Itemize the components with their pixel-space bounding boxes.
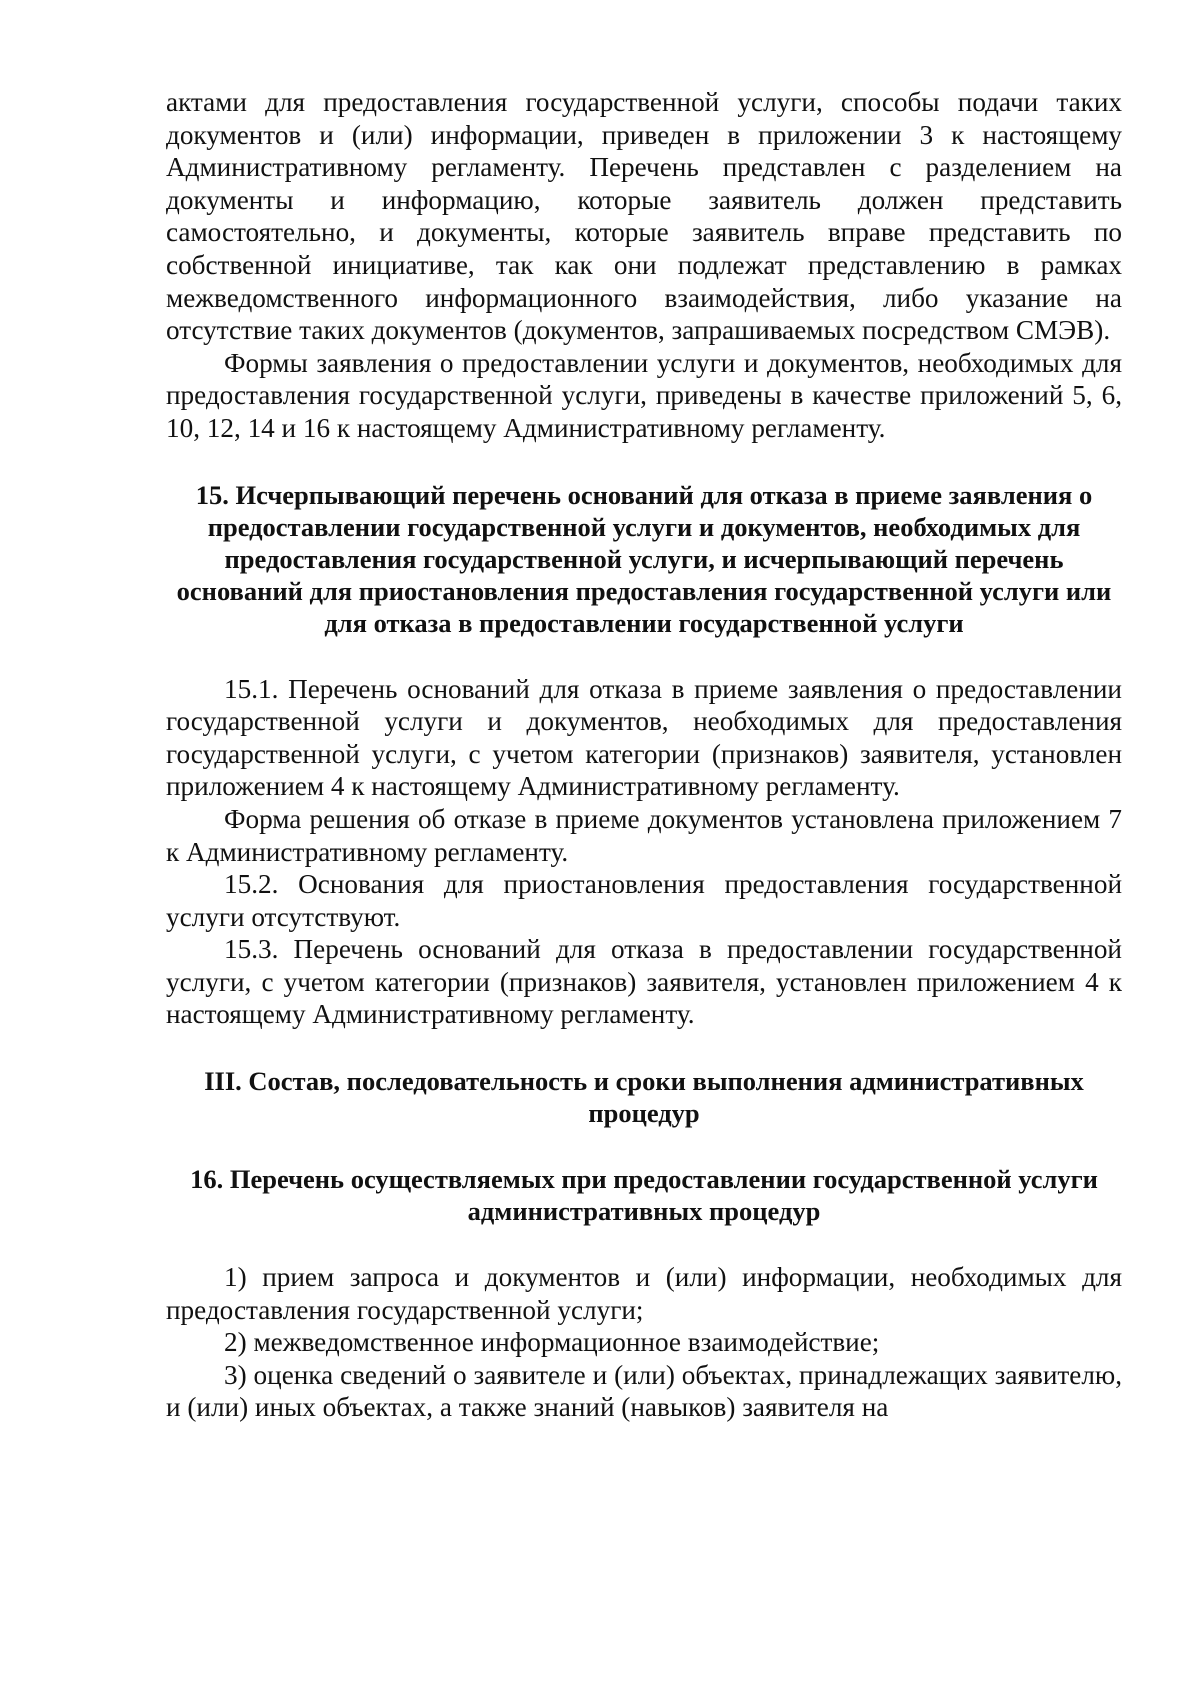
list-item-16-3: 3) оценка сведений о заявителе и (или) объектах, принадлежащих заявителю, и (или) иных объектах, а также знаний (навыков) заявителя на (166, 1359, 1122, 1423)
part-3-heading: III. Состав, последовательность и сроки выполнения административных процедур (204, 1066, 1084, 1129)
paragraph-15-1: 15.1. Перечень оснований для отказа в приеме заявления о предоставлении государственной услуги и документов, необходимых для предоставления государственной услуги, с учетом категории (признаков) заявителя, установлен приложением 4 к настоящему Административному регламенту. (166, 673, 1122, 802)
paragraph-15-1-form: Форма решения об отказе в приеме документов установлена приложением 7 к Административному регламенту. (166, 803, 1122, 867)
list-item-16-1: 1) прием запроса и документов и (или) информации, необходимых для предоставления государственной услуги; (166, 1262, 1122, 1325)
section-15-heading: 15. Исчерпывающий перечень оснований для отказа в приеме заявления о предоставлении государственной услуги и документов, необходимых для предоставления государственной услуги, и исчерпывающий перечень оснований для приостановления предоставления государственной услуги или для отказа в предоставлении государственной услуги (176, 479, 1112, 638)
paragraph-intro-2: Формы заявления о предоставлении услуги и документов, необходимых для предоставления государственной услуги, приведены в качестве приложений 5, 6, 10, 12, 14 и 16 к настоящему Административному регламенту. (166, 347, 1122, 443)
list-item-16-2: 2) межведомственное информационное взаимодействие; (224, 1327, 880, 1358)
paragraph-15-3: 15.3. Перечень оснований для отказа в предоставлении государственной услуги, с учетом категории (признаков) заявителя, установлен приложением 4 к настоящему Административному регламенту. (166, 934, 1122, 1030)
paragraph-intro-1: актами для предоставления государственной услуги, способы подачи таких документов и (или) информации, приведен в приложении 3 к настоящему Административному регламенту. Перечень представлен с разделением на документы и информацию, которые заявитель должен представить самостоятельно, и документы, которые заявитель вправе представить по собственной инициативе, так как они подлежат представлению в рамках межведомственного информационного взаимодействия, либо указание на отсутствие таких документов (документов, запрашиваемых посредством СМЭВ). (166, 87, 1122, 346)
paragraph-15-2: 15.2. Основания для приостановления предоставления государственной услуги отсутствуют. (166, 869, 1122, 932)
section-16-heading: 16. Перечень осуществляемых при предоставлении государственной услуги административных процедур (190, 1164, 1098, 1227)
